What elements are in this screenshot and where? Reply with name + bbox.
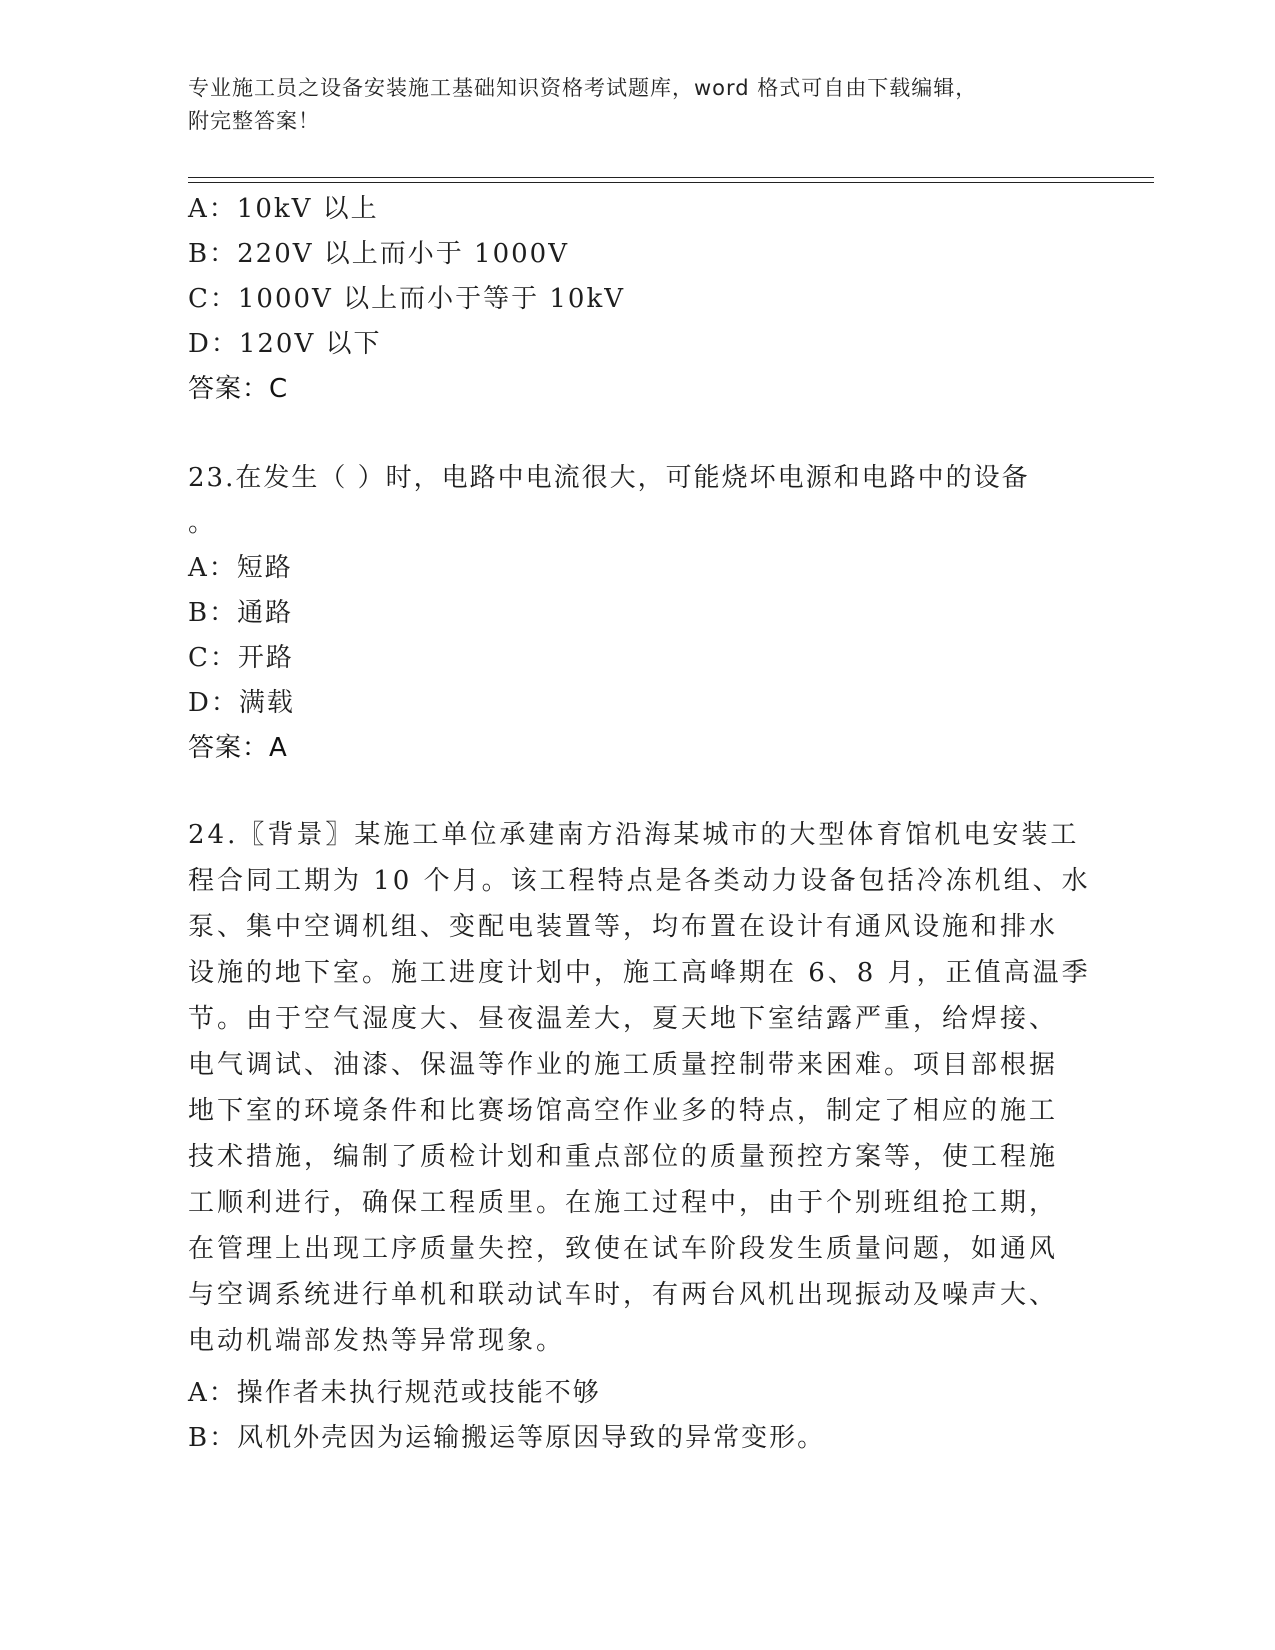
q23-option-d: D：满载 bbox=[188, 688, 295, 718]
q24-stem-line: 地下室的环境条件和比赛场馆高空作业多的特点，制定了相应的施工 bbox=[188, 1096, 1059, 1126]
q23-answer: 答案：A bbox=[188, 733, 288, 763]
q23-option-c: C：开路 bbox=[188, 643, 294, 673]
q24-stem-line: 节。由于空气湿度大、昼夜温差大，夏天地下室结露严重，给焊接、 bbox=[188, 1004, 1059, 1034]
q24-stem-line: 电气调试、油漆、保温等作业的施工质量控制带来困难。项目部根据 bbox=[188, 1050, 1059, 1080]
q24-stem-line: 24.〖背景〗某施工单位承建南方沿海某城市的大型体育馆机电安装工 bbox=[188, 820, 1080, 850]
q22-option-c: C：1000V 以上而小于等于 10kV bbox=[188, 284, 625, 314]
q24-option-b: B：风机外壳因为运输搬运等原因导致的异常变形。 bbox=[188, 1423, 826, 1453]
header-line-1: 专业施工员之设备安装施工基础知识资格考试题库，word 格式可自由下载编辑， bbox=[188, 76, 978, 100]
q23-option-b: B：通路 bbox=[188, 598, 294, 628]
header-line-2: 附完整答案！ bbox=[188, 109, 320, 133]
header-divider-bottom bbox=[188, 182, 1154, 183]
q22-option-a: A：10kV 以上 bbox=[188, 194, 379, 224]
q24-stem-line: 技术措施，编制了质检计划和重点部位的质量预控方案等，使工程施 bbox=[188, 1142, 1059, 1172]
q24-stem-line: 泵、集中空调机组、变配电装置等，均布置在设计有通风设施和排水 bbox=[188, 912, 1059, 942]
q24-stem-line: 设施的地下室。施工进度计划中，施工高峰期在 6、8 月，正值高温季 bbox=[188, 958, 1091, 988]
q24-stem-line: 电动机端部发热等异常现象。 bbox=[188, 1326, 566, 1356]
q23-option-a: A：短路 bbox=[188, 553, 293, 583]
q23-stem-line-2: 。 bbox=[188, 508, 217, 538]
header-divider-top bbox=[188, 177, 1154, 178]
q24-stem-line: 程合同工期为 10 个月。该工程特点是各类动力设备包括冷冻机组、水 bbox=[188, 866, 1091, 896]
q24-option-a: A：操作者未执行规范或技能不够 bbox=[188, 1378, 601, 1408]
q22-answer: 答案：C bbox=[188, 374, 289, 404]
q24-stem-line: 工顺利进行，确保工程质里。在施工过程中，由于个别班组抢工期， bbox=[188, 1188, 1059, 1218]
q24-stem-line: 在管理上出现工序质量失控，致使在试车阶段发生质量问题，如通风 bbox=[188, 1234, 1059, 1264]
q24-stem-line: 与空调系统进行单机和联动试车时，有两台风机出现振动及噪声大、 bbox=[188, 1280, 1059, 1310]
q22-option-b: B：220V 以上而小于 1000V bbox=[188, 239, 569, 269]
q24-stem bbox=[188, 812, 1091, 1364]
document-header bbox=[188, 72, 1068, 138]
q23-stem-line-1: 23.在发生（ ）时，电路中电流很大，可能烧坏电源和电路中的设备 bbox=[188, 463, 1030, 493]
q22-option-d: D：120V 以下 bbox=[188, 329, 382, 359]
